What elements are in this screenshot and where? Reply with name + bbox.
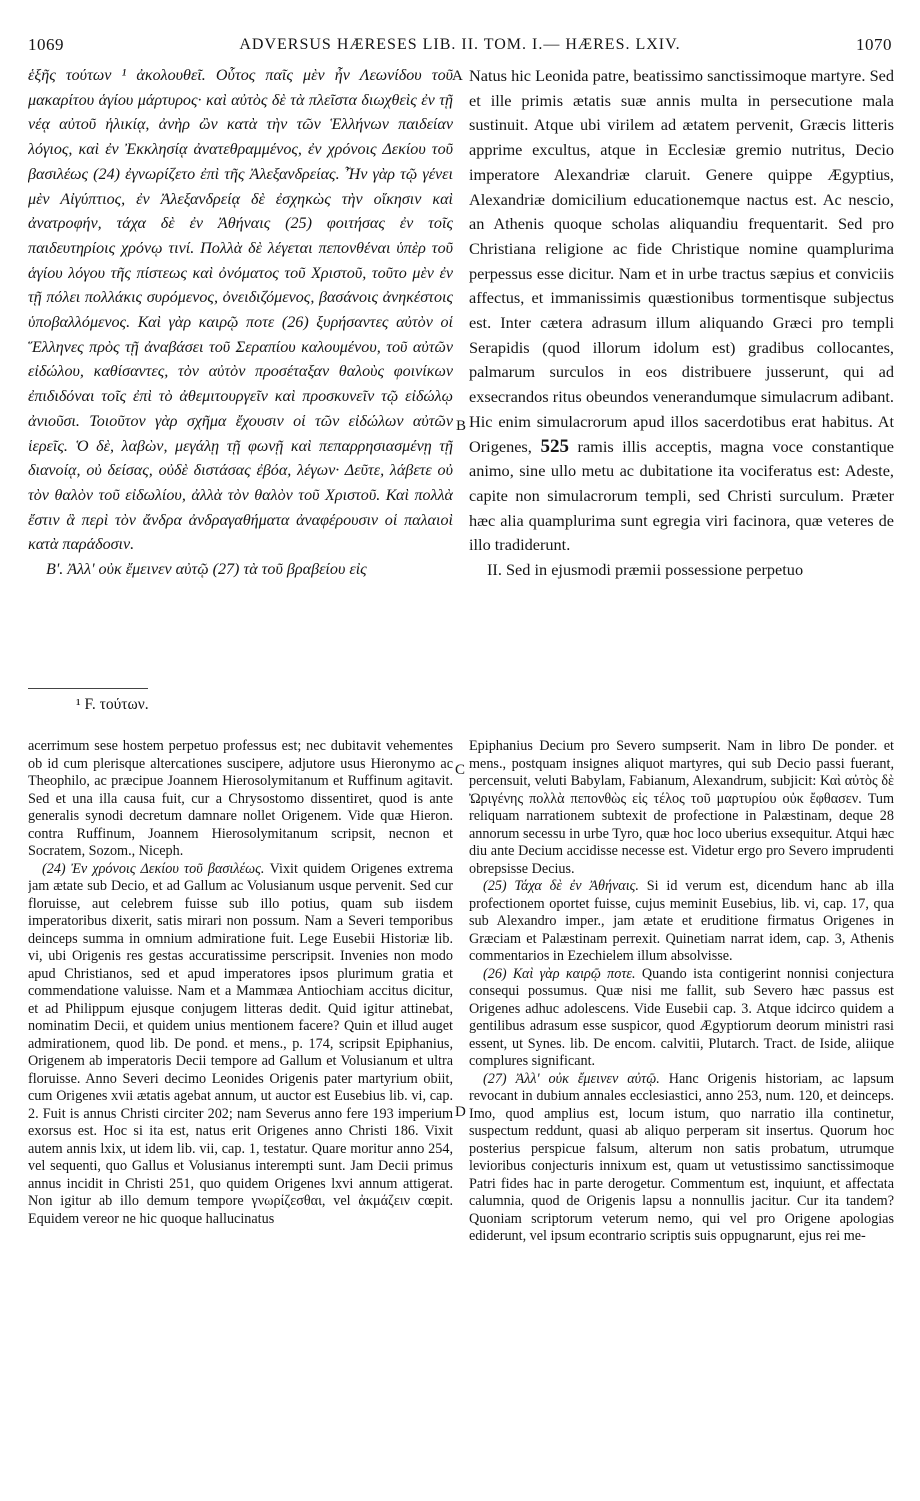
latin-paragraph: II. Sed in ejusmodi præmii possessione perpetuo bbox=[487, 560, 804, 580]
note-text: Hanc Origenis historiam, ac lapsum revocant in dubium annales ecclesiastici, anno 253, num. 120, et deinceps. Imo, quod amplius est, locum istum, quo narratio illa continetur, suspectum reddunt, quasi ab aliquo perperam sit insertus. Quorum hoc posterius perspicue falsum, alterum non satis probatum, utrumque levioribus conjecturis innixum est, quam ut vetustissimo sanctissimoque Patri fides hac in parte derogetur. Commentum est, inquiunt, et affectata calumnia, quod de Origenis lapsu a nonnullis jacitur. Cur ita tandem? Quoniam scriptorum veterum nemo, qui vel pro Origene apologias ediderunt, vel ipsum econtrario scriptis suis oppugnarunt, ejus rei me- bbox=[469, 1070, 894, 1244]
margin-marker-c: C bbox=[455, 762, 466, 778]
page-header bbox=[28, 30, 892, 60]
note-paragraph: acerrimum sese hostem perpetuo professus est; nec dubitavit vehementes ob id cum plerisque altercationes suscipere, adjutore usus Hieronymo ac Theophilo, ac præcipue Joannem Hierosolymitanum et Ruffinum agitavit. Sed et una illa causa fuit, cur a Chrysostomo dissentiret, quod is ante generalis synodi decretum damnare nollet Origenem. Vide quæ Hieron. contra Ruffinum, Joannem Hierosolymitanum scripsit, necnon et Socratem, Sozom., Niceph. bbox=[28, 738, 453, 859]
greek-paragraph: ἑξῆς τούτων ¹ ἀκολουθεῖ. Οὗτος παῖς μὲν ἦν Λεωνίδου τοῦ μακαρίτου ἁγίου μάρτυρος· καὶ αὐτὸς δὲ τὰ πλεῖστα διωχθεὶς ἐν τῇ νέᾳ αὐτοῦ ἡλικίᾳ, ἀνὴρ ὢν κατὰ τὴν τῶν Ἑλλήνων παιδείαν λόγιος, καὶ ἐν Ἐκκλησίᾳ ἀνατεθραμμένος, ἐν χρόνοις Δεκίου τοῦ βασιλέως (24) ἐγνωρίζετο ἐπὶ τῆς Ἀλεξανδρείας. Ἦν γὰρ τῷ γένει μὲν Αἰγύπτιος, ἐν Ἀλεξανδρείᾳ δὲ ἐσχηκὼς τὴν οἴκησιν καὶ ἀνατροφήν, τάχα δὲ ἐν Ἀθήναις (25) φοιτήσας ἐν τοῖς παιδευτηρίοις χρόνῳ τινί. Πολλὰ δὲ λέγεται πεπονθέναι ὑπὲρ τοῦ ἁγίου λόγου τῆς πίστεως καὶ ὀνόματος τοῦ Χριστοῦ, τοῦτο μὲν ἐν τῇ πόλει πολλάκις συρόμενος, ὀνειδιζόμενος, βασάνοις ἀνηκέστοις ὑποβαλλόμενος. Καὶ γὰρ καιρῷ ποτε (26) ξυρήσαντες αὐτὸν οἱ Ἕλληνες πρὸς τῇ ἀναβάσει τοῦ Σεραπίου καλουμένου, τοῦ αὐτῶν εἰδώλου, καθίσαντες, τὸν αὐτὸν προσέταξαν θαλοὺς φοινίκων ἐπιδιδόναι τοῖς ἐπὶ τὸ ἀθεμιτουργεῖν καὶ προσκυνεῖν τῷ εἰδώλῳ ἀνιοῦσι. Τοιοῦτον γὰρ σχῆμα ἔχουσιν οἱ τῶν εἰδώλων αὐτῶν ἱερεῖς. Ὁ δὲ, λαβὼν, μεγάλῃ τῇ φωνῇ καὶ πεπαρρησιασμένῃ τῇ διανοίᾳ, οὐ δείσας, οὐδὲ διστάσας ἐβόα, λέγων· Δεῦτε, λάβετε οὐ τὸν θαλὸν τοῦ εἰδωλίου, ἀλλὰ τὸν θαλὸν τοῦ Χριστοῦ. Καὶ πολλὰ ἔστιν ἃ περὶ τὸν ἄνδρα ἀνδραγαθήματα ἀναφέρουσιν οἱ παλαιοὶ κατὰ παράδοσιν. bbox=[28, 67, 453, 554]
margin-page-number: 525 bbox=[540, 435, 569, 457]
note-paragraph bbox=[469, 1071, 894, 1246]
latin-text-column bbox=[469, 64, 894, 583]
notes-left-column bbox=[28, 738, 453, 1228]
note-paragraph bbox=[28, 861, 453, 1229]
note-lemma: (24) Ἐν χρόνοις Δεκίου τοῦ βασιλέως. bbox=[42, 860, 265, 877]
note-lemma: (27) Ἀλλ' οὐκ ἔμεινεν αὐτῷ. bbox=[483, 1070, 660, 1087]
notes-right-column bbox=[469, 738, 894, 1246]
margin-marker-a: A bbox=[452, 68, 463, 84]
latin-text: ramis illis acceptis, magna voce constantique animo, sine ullo metu ac dubitatione ita vociferatus est: Adeste, capite non simulacrorum templi, sed Christi surculum. Præter hæc alia quamplurima sunt egregia viri facinora, quæ veteres de illo tradiderunt. bbox=[469, 436, 894, 555]
page-number-left: 1069 bbox=[28, 35, 64, 54]
footnote-divider bbox=[28, 688, 148, 689]
note-text: Quando ista contigerint nonnisi conjectura consequi possumus. Quæ nisi me fallit, sub Severo hæc passus est Origenes adhuc adolescens. Vide Eusebii cap. 3. Atque idcirco quidem a gentilibus adrasum esse suspicor, quod Ægyptiorum deorum ministri rasi essent, ut Synes. lib. De encom. calvitii, Plutarch. Tract. de Iside, aliique complures significant. bbox=[469, 965, 894, 1069]
note-paragraph bbox=[469, 878, 894, 966]
latin-paragraph bbox=[469, 64, 894, 558]
greek-paragraph: Β'. Ἀλλ' οὐκ ἔμεινεν αὐτῷ (27) τὰ τοῦ βραβείου εἰς bbox=[46, 561, 367, 579]
note-text: Vixit quidem Origenes extrema jam ætate sub Decio, et ad Gallum ac Volusianum usque pervenit. Sed cur floruisse, aut celebrem fuisse sub illo potius, quam sub iisdem imperatoribus dixerit, satis mirari non possum. Nam a Severi temporibus deinceps summa in omnium admiratione fuit. Lege Eusebii Historiæ lib. vi, ubi Origenis res gestas accuratissime perscripsit. Invenies non modo apud Christianos, sed et apud imperatores ipsos plurimum gratia et commendatione valuisse. Nam et a Mammæa Antiochiam accitus dicitur, et ad Philippum ejusque conjugem litteras dedit. Quid igitur attinebat, nominatim Decii, et quidem unius mentionem facere? Quin et illud auget admirationem, quod lib. De pond. et mens., p. 174, scripsit Epiphanius, Origenem ab imperatoris Decii tempore ad Gallum et Volusianum et ultra floruisse. Anno Severi decimo Leonides Origenis pater martyrium obiit, cum Origenes xvii ætatis agebat annum, ut auctor est Eusebius lib. vi, cap. 2. Fuit is annus Christi circiter 202; nam Severus anno fere 193 imperium exorsus est. Hoc si ita est, natus erit Origenes anno Christi 186. Vixit autem annis lxix, ut idem lib. vii, cap. 1, testatur. Quare moritur anno 254, vel sequenti, quo Gallus et Volusianus interempti sunt. Jam Decii primus annus incidit in Christi 251, quo quidem Origenes lxvi annum attigerat. Non igitur ab illo demum tempore γνωρίζεσθαι, vel ἀκμάζειν cœpit. Equidem vereor ne hic quoque hallucinatus bbox=[28, 860, 453, 1227]
running-title: ADVERSUS HÆRESES LIB. II. TOM. I.— HÆRES. LXIV. bbox=[239, 36, 681, 53]
note-lemma: (26) Καὶ γὰρ καιρῷ ποτε. bbox=[483, 965, 636, 982]
note-paragraph: Epiphanius Decium pro Severo sumpserit. Nam in libro De ponder. et mens., postquam insignes aliquot martyres, qui sub Decio passi fuerant, percensuit, veluti Babylam, Fabianum, Alexandrum, subjicit: Καὶ αὐτὸς δὲ Ὠριγένης πολλὰ πεπονθὼς εἰς τέλος τοῦ μαρτυρίου οὐκ ἔφθασεν. Tum reliquam narrationem subtexit de profectione in Palæstinam, deque 28 annorum secessu in urbe Tyro, quæ hoc loco uberius exsequitur. Atqui hæc diu ante Decium accidisse necesse est. Videtur ergo pro Severo imprudenti obrepsisse Decius. bbox=[469, 738, 894, 877]
note-text: Si id verum est, dicendum hanc ab illa profectionem oportet fuisse, cujus meminit Eusebius, lib. vi, cap. 17, qua sub Alexandro imper., jam ætate et eruditione firmatus Origenes in Græciam et Palæstinam perrexit. Quinetiam narrat idem, cap. 3, Athenis commentarios in Ezechielem illum absolvisse. bbox=[469, 878, 894, 964]
note-paragraph bbox=[469, 966, 894, 1071]
latin-text: Natus hic Leonida patre, beatissimo sanctissimoque martyre. Sed et ille primis ætatis suæ annis multa in persecutione mala sustinuit. Atque ubi virilem ad ætatem pervenit, Græcis litteris apprime excultus, atque in Ecclesiæ gremio nutritus, Decio imperatore Alexandriæ claruit. Genere quippe Ægyptius, Alexandriæ domicilium educationemque nactus est. Ac nescio, an Athenis quoque scholas aliquandiu frequentarit. Sed pro Christiana religione ac fide Christique nomine quamplurima perpessus esse dicitur. Nam et in urbe tractus sæpius et conviciis affectus, et immanissimis quæstionibus tormentisque subjectus est. Inter cætera adrasum illum aliquando Græci pro templi Serapidis (quod illorum idolum est) gradibus collocantes, palmarum surculos in eos distribuere jusserunt, qui ad exsecrandos ritus obeundos venerandumque simulacrum adibant. Hic enim simulacrorum apud illos sacerdotibus erat habitus. At Origenes, bbox=[469, 66, 894, 456]
footnote: ¹ F. τούτων. bbox=[76, 696, 149, 713]
greek-text-column bbox=[28, 64, 453, 583]
margin-marker-d: D bbox=[455, 1104, 466, 1120]
page-number-right: 1070 bbox=[855, 35, 892, 54]
note-lemma: (25) Τάχα δὲ ἐν Ἀθήναις. bbox=[483, 878, 639, 894]
margin-marker-b: B bbox=[456, 418, 467, 434]
